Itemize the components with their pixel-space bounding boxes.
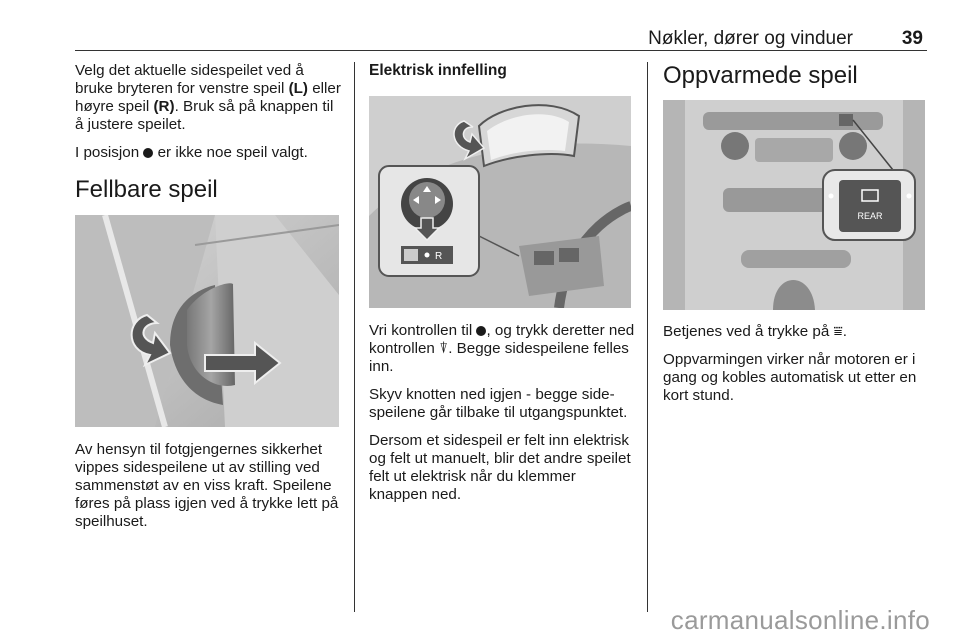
section-heading-oppvarmede: Oppvarmede speil [663, 62, 858, 89]
column-1-lower [75, 441, 343, 541]
column-2 [369, 62, 635, 80]
column-3-lower [663, 323, 927, 415]
center-position-icon [476, 326, 486, 336]
rear-button-label: REAR [857, 211, 883, 221]
position-paragraph: I posisjon er ikke noe speil valgt. [75, 144, 308, 161]
section-heading-fellbare: Fellbare speil [75, 176, 218, 203]
column-divider-2 [647, 62, 648, 612]
section-heading-elektrisk: Elektrisk innfelling [369, 62, 507, 79]
column-divider-1 [354, 62, 355, 612]
figure-heated-mirror-button [663, 100, 925, 310]
fold-symbol-icon: ⍒ [439, 340, 449, 357]
page-number: 39 [901, 28, 923, 49]
oppvarmede-paragraph-2: Oppvarmingen virker når motoren er i gang og kobles automatisk ut etter en kort stund. [663, 351, 917, 404]
column-2-lower [369, 322, 635, 514]
figure-electric-fold-switch [369, 96, 631, 308]
header-divider [75, 50, 927, 51]
elektrisk-paragraph-3: Dersom et sidespeil er felt inn elektrisk og felt ut manuelt, blir det andre speilet felt ut elektrisk når du klemmer knappen ned. [369, 432, 631, 503]
switch-label-r: R [435, 251, 443, 262]
column-3 [663, 62, 927, 90]
fellbare-paragraph: Av hensyn til fotgjengernes sikkerhet vippes sidespeilene ut av stilling ved sammenstøt av en viss kraft. Speilene føres på plass igjen ved å trykke lett på speilhuset. [75, 441, 339, 530]
elektrisk-paragraph-1: Vri kontrollen til , og trykk deretter ned kontrollen ⍒. Begge sidespeilene felles inn. [369, 322, 635, 375]
chapter-title: Nøkler, dører og vinduer [648, 28, 853, 49]
oppvarmede-paragraph-1: Betjenes ved å trykke på ⩸. [663, 323, 848, 340]
center-position-icon [143, 148, 153, 158]
rear-window-heater-icon: ⩸ [833, 323, 843, 340]
column-1 [75, 62, 343, 204]
elektrisk-paragraph-2: Skyv knotten ned igjen - begge sidespeilene går tilbake til utgangspunktet. [369, 386, 628, 421]
watermark: carmanualsonline.info [670, 605, 930, 635]
intro-paragraph: Velg det aktuelle sidespeilet ved å bruke bryteren for venstre speil (L) eller høyre speil (R). Bruk så på knappen til å justere speilet. [75, 62, 341, 133]
figure-folding-mirror [75, 215, 339, 427]
page-header [75, 28, 925, 52]
